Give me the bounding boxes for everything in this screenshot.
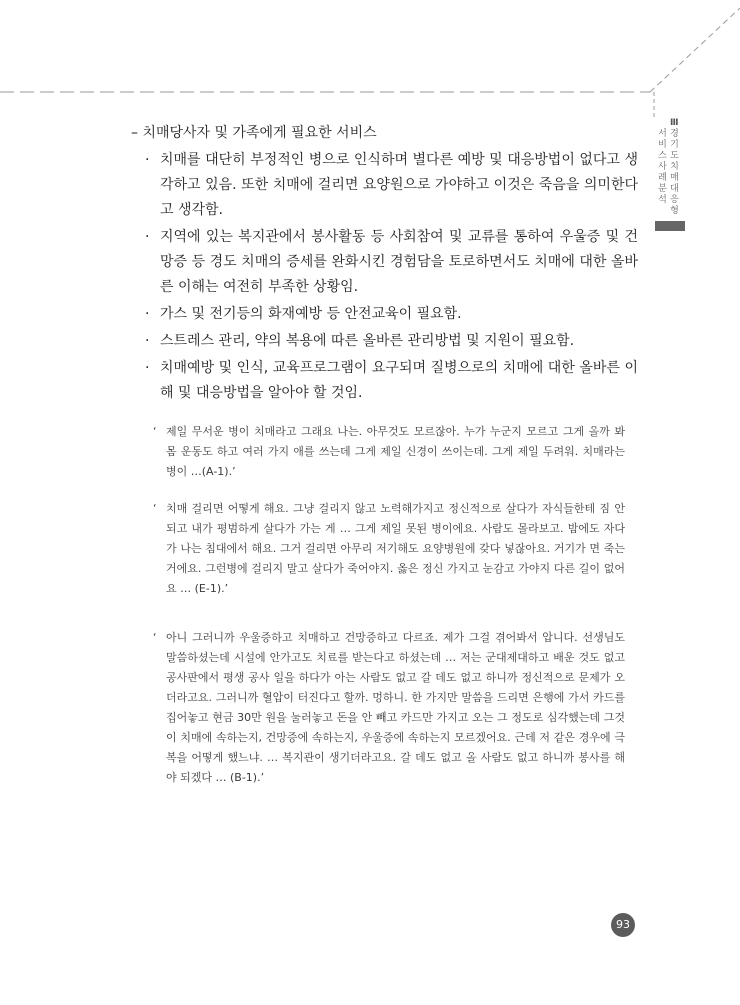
chapter-title-line-1: 경기도 치매대응형 — [670, 129, 679, 216]
bullet-list — [145, 148, 638, 408]
bullet-item — [145, 356, 638, 406]
bullet-marker: · — [145, 306, 150, 322]
bullet-item — [145, 329, 638, 354]
bullet-marker: · — [145, 152, 150, 168]
interview-quote — [153, 499, 625, 599]
bullet-text: 스트레스 관리, 약의 복용에 따른 올바른 관리방법 및 지원이 필요함. — [160, 333, 575, 349]
quote-mark: ‘ — [153, 502, 157, 515]
bullet-text: 지역에 있는 복지관에서 봉사활동 등 사회참여 및 교류를 통하여 우울증 및 건망증 등 경도 치매의 증세를 완화시킨 경험담을 토로하면서도 치매에 대한 올바른 이해는 여전히 부족한 상황임. — [160, 229, 638, 295]
bullet-item — [145, 225, 638, 300]
bullet-text: 치매예방 및 인식, 교육프로그램이 요구되며 질병으로의 치매에 대한 올바른 이해 및 대응방법을 알아야 할 것임. — [160, 360, 638, 401]
interview-quote — [153, 628, 625, 788]
section-heading: – 치매당사자 및 가족에게 필요한 서비스 — [131, 125, 377, 141]
dashed-diagonal-line — [650, 8, 740, 92]
bullet-marker: · — [145, 333, 150, 349]
chapter-tab-bar — [655, 221, 685, 231]
page-number: 93 — [611, 913, 635, 937]
interview-quote — [153, 422, 625, 482]
quote-text: 제일 무서운 병이 치매라고 그래요 나는. 아무것도 모르잖아. 누가 누군지 모르고 그게 올까 봐 몸 운동도 하고 여러 가지 애를 쓰는데 그게 제일 신경이 쓰이는데. 그게 제일 두려워. 치매라는 병이 …(A-1).’ — [166, 425, 625, 478]
quote-text: 치매 걸리면 어떻게 해요. 그냥 걸리지 않고 노력해가지고 정신적으로 살다가 자식들한테 짐 안 되고 내가 평범하게 살다가 가는 게 … 그게 제일 못된 병이에요. 사람도 몰라보고. 밤에도 자다가 나는 침대에서 해요. 그거 걸리면 아무리 저기해도 요양병원에 갖다 넣잖아요. 거기가 면 죽는 거에요. 그런병에 걸리지 말고 살다가 죽어야지. 옳은 정신 가지고 눈감고 가야지 다른 길이 없어요 … (E-1).’ — [166, 502, 625, 595]
chapter-title-line-2: 서비스 사례분석 — [658, 129, 667, 205]
chapter-side-tab — [655, 108, 685, 228]
quote-text: 아니 그러니까 우울증하고 치매하고 건망증하고 다르죠. 제가 그걸 겪어봐서 압니다. 선생님도 말씀하셨는데 시설에 안가고도 치료를 받는다고 하셨는데 … 저는 군대제대하고 배운 것도 없고 공사판에서 평생 공사 일을 하다가 아는 사람도 없고 갈 데도 없고 하니까 정신적으로 문제가 오더라고요. 그러니까 혈압이 터진다고 할까. 멍하니. 한 가지만 말씀을 드리면 은행에 가서 카드를 집어놓고 현금 30만 원을 눌러놓고 돈을 안 빼고 카드만 가지고 오는 그 정도로 심각했는데 그것이 치매에 속하는지, 건망증에 속하는지, 우울증에 속하는지 모르겠어요. 근데 저 같은 경우에 극복을 어떻게 했느냐. … 복지관이 생기더라고요. 갈 데도 없고 올 사람도 없고 하니까 봉사를 해야 되겠다 … (B-1).’ — [166, 631, 625, 784]
bullet-item — [145, 302, 638, 327]
bullet-text: 가스 및 전기등의 화재예방 등 안전교육이 필요함. — [160, 306, 462, 322]
bullet-marker: · — [145, 229, 150, 245]
bullet-text: 치매를 대단히 부정적인 병으로 인식하며 별다른 예방 및 대응방법이 없다고 생각하고 있음. 또한 치매에 걸리면 요양원으로 가야하고 이것은 죽음을 의미한다고 생각함. — [160, 152, 638, 218]
bullet-marker: · — [145, 360, 150, 376]
quote-mark: ‘ — [153, 425, 157, 438]
chapter-number: Ⅲ — [670, 118, 679, 128]
quote-mark: ‘ — [153, 631, 157, 644]
bullet-item — [145, 148, 638, 223]
